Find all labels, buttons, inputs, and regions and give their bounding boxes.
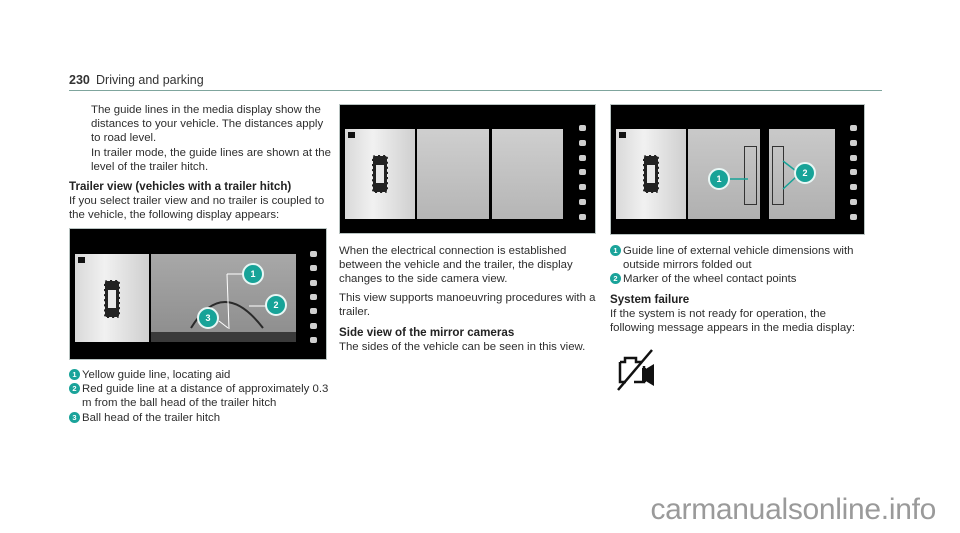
view-mode-icon-1 [310,251,317,257]
view-mode-icon-3 [579,155,586,161]
view-toggle-icon [78,257,85,263]
callout-2: 2 [794,162,816,184]
top-down-view [345,129,415,219]
mirror-cameras-legend [610,244,872,335]
vehicle-icon [104,280,120,318]
legend-item-1: 1 Guide line of external vehicle dimensions with outside mirrors folded out [610,244,872,272]
side-camera-para-2: This view supports manoeuvring procedures with a trailer. [339,291,596,318]
legend-item-1: 1 Yellow guide line, locating aid [69,368,331,382]
side-camera-figure [339,104,596,234]
right-mirror-camera-view [492,129,563,219]
legend-item-3: 3 Ball head of the trailer hitch [69,411,331,425]
mirror-cameras-figure [610,104,865,235]
legend-item-2: 2 Red guide line at a distance of approximately 0.3 m from the ball head of the trailer hitch [69,382,331,410]
trailer-view-legend [69,368,331,425]
left-mirror-camera-view [417,129,489,219]
page-number: 230 [69,73,90,87]
top-down-view [75,254,149,342]
trailer-view-section [69,180,331,223]
view-mode-icon-5 [310,308,317,314]
callout-2: 2 [265,294,287,316]
header-rule [69,90,882,91]
trailer-view-body: If you select trailer view and no trailer is coupled to the vehicle, the following display appears: [69,195,325,222]
trailer-view-heading: Trailer view (vehicles with a trailer hitch) [69,180,292,193]
view-toggle-icon [348,132,355,138]
view-mode-icon-4 [310,294,317,300]
section-title: Driving and parking [96,73,204,87]
mirror-cameras-heading: Side view of the mirror cameras [339,326,515,340]
watermark: carmanualsonline.info [650,493,936,526]
mirror-cameras-body: The sides of the vehicle can be seen in this view. [339,341,586,354]
vehicle-icon [372,155,388,193]
intro-paragraph-1: The guide lines in the media display show the distances to your vehicle. The distances apply to road level. [91,104,324,145]
view-mode-icon-6 [310,323,317,329]
trailer-view-icon [310,337,317,343]
camera-mode-sidebar [576,125,588,220]
view-mode-icon-6 [579,199,586,205]
camera-mode-sidebar [307,251,319,343]
callout-leaders [611,105,864,234]
view-mode-icon-1 [579,125,586,131]
intro-paragraph-2: In trailer mode, the guide lines are shown at the level of the trailer hitch. [91,146,331,173]
view-mode-icon-4 [579,169,586,175]
view-mode-icon-2 [310,265,317,271]
view-mode-icon-5 [579,184,586,190]
view-mode-icon-3 [310,280,317,286]
system-failure-body: If the system is not ready for operation, the following message appears in the media display: [610,307,856,335]
trailer-view-icon [579,214,586,220]
callout-3: 3 [197,307,219,329]
legend-item-2: 2 Marker of the wheel contact points [610,272,872,286]
side-camera-para-1: When the electrical connection is established between the vehicle and the trailer, the display changes to the side camera view. [339,245,573,286]
trailer-view-figure [69,228,327,360]
intro-text [91,103,331,174]
side-camera-text [339,244,601,354]
callout-1: 1 [242,263,264,285]
callout-1: 1 [708,168,730,190]
system-failure-heading: System failure [610,292,690,306]
view-mode-icon-2 [579,140,586,146]
camera-off-icon [614,348,662,392]
